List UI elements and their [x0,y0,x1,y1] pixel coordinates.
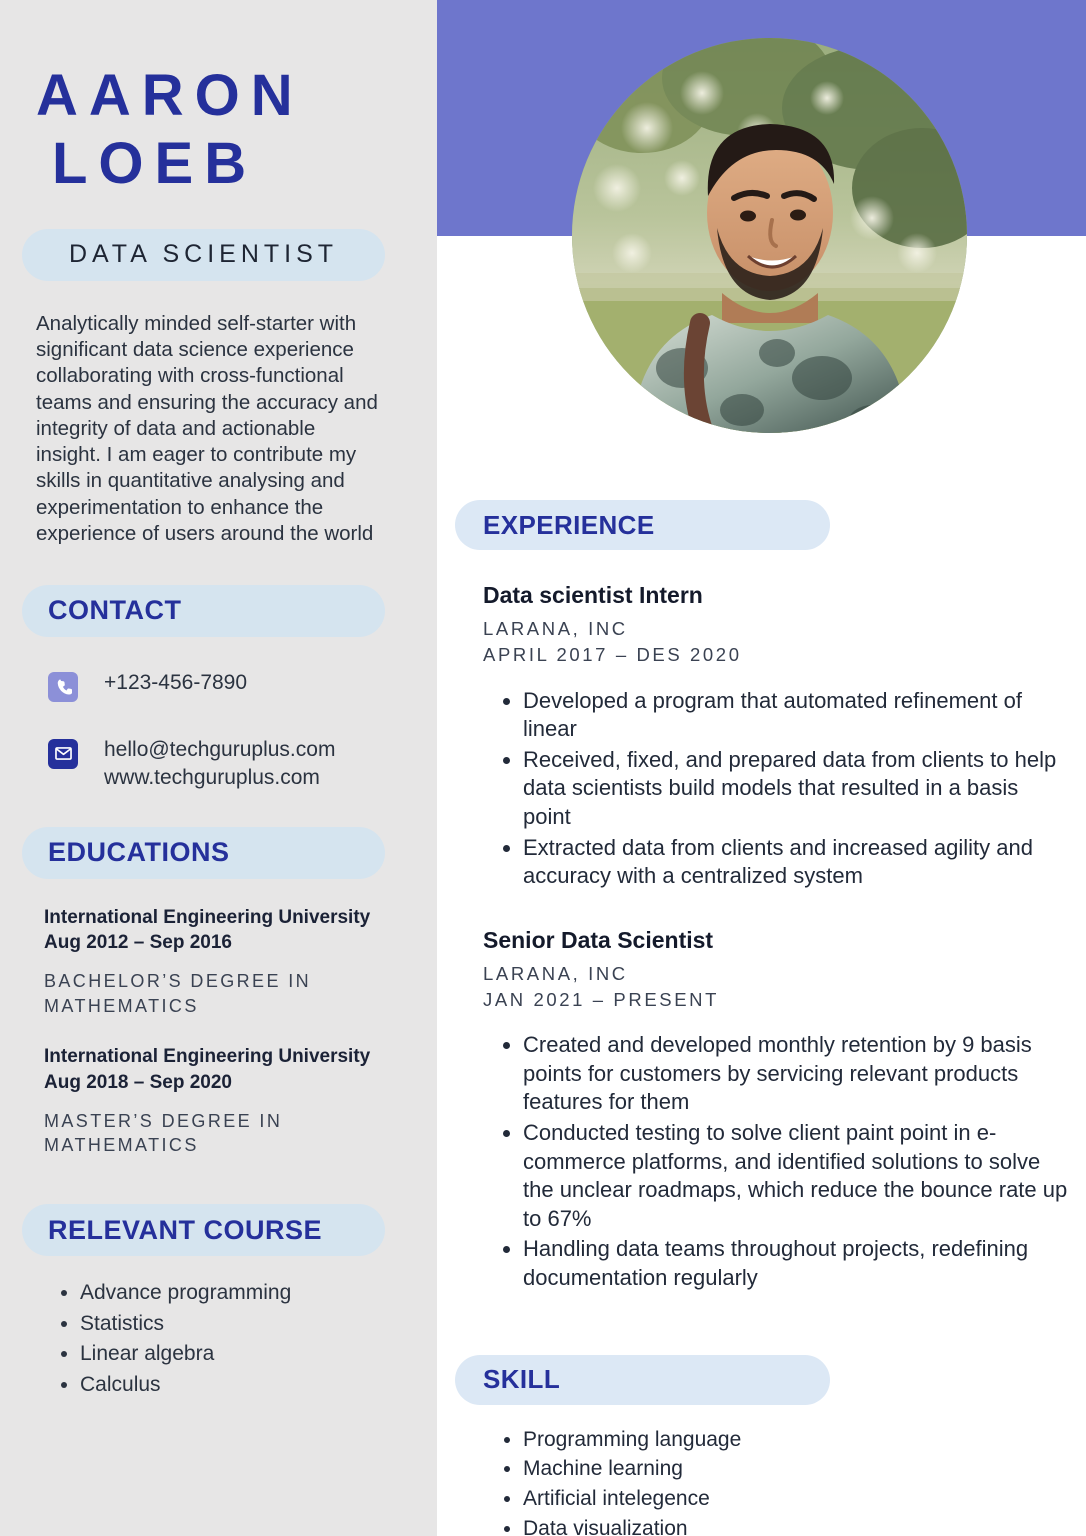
education-item [44,905,415,1019]
last-name: LOEB [52,131,258,197]
contact-heading: CONTACT [48,595,182,626]
job-bullet-list [483,687,1068,891]
relevant-course-heading: RELEVANT COURSE [48,1214,323,1245]
email-address: hello@techguruplus.com [104,737,336,761]
job-company: LARANA, INC [483,618,628,639]
list-item: • Machine learning [523,1454,1068,1484]
phone-icon [48,672,78,702]
contact-rows [22,669,415,793]
education-school [44,1044,415,1094]
education-heading-pill [22,827,385,879]
skill-section [455,1355,1068,1536]
relevant-course-list [22,1278,415,1400]
list-item: • Calculus [80,1370,415,1400]
education-dates: Aug 2012 – Sep 2016 [44,931,232,953]
website-url: www.techguruplus.com [104,766,320,790]
list-item: • Linear algebra [80,1339,415,1369]
job-title: Senior Data Scientist [483,926,714,953]
skill-list [455,1425,1068,1536]
experience-heading: EXPERIENCE [483,509,655,540]
skill-heading-pill [455,1355,830,1405]
relevant-course-section [22,1204,415,1400]
list-item: • Developed a program that automated refinement of linear [523,687,1068,744]
name-block [22,0,415,199]
education-dates: Aug 2018 – Sep 2020 [44,1071,232,1093]
list-item: • Handling data teams throughout projects, redefining documentation regularly [523,1235,1068,1292]
right-content [437,500,1086,1536]
list-item: • Programming language [523,1425,1068,1455]
first-name: AARON [36,63,304,128]
role-title: DATA SCIENTIST [68,240,339,269]
right-main-column [437,0,1086,1536]
job-company: LARANA, INC [483,962,628,984]
education-degree: MASTER’S DEGREE IN MATHEMATICS [44,1110,283,1156]
list-item: • Data visualization [523,1514,1068,1536]
education-list [22,905,415,1159]
contact-heading-pill [22,585,385,637]
education-section [22,827,415,1159]
list-item: • Received, fixed, and prepared data from clients to help data scientists build models that resulted in a basis point [523,746,1068,832]
experience-job [455,582,1068,891]
list-item: • Created and developed monthly retention by 9 basis points for customers by servicing relevant products features for them [523,1031,1068,1117]
list-item: • Statistics [80,1309,415,1339]
job-bullet-list [483,1031,1068,1292]
summary-text: Analytically minded self-starter with significant data science experience collaborating with cross-functional teams and ensuring the accuracy and integrity of data and actionable insight. I am eager to contribute my skills in quantitative analysing and experimentation to enhance the experience of users around the world [36,311,378,545]
phone-number: +123-456-7890 [104,670,248,694]
role-pill [22,229,385,281]
education-item [44,1044,415,1158]
left-sidebar [0,0,437,1536]
experience-heading-pill [455,500,830,550]
list-item: • Extracted data from clients and increased agility and accuracy with a centralized system [523,834,1068,891]
email-and-site [104,736,335,793]
list-item: • Artificial intelegence [523,1484,1068,1514]
list-item: • Advance programming [80,1278,415,1308]
job-dates: APRIL 2017 – DES 2020 [483,644,742,666]
experience-job [455,927,1068,1293]
contact-row-phone[interactable] [48,669,415,702]
skill-heading: SKILL [483,1364,561,1395]
education-degree: BACHELOR’S DEGREE IN MATHEMATICS [44,970,312,1016]
job-company-dates [483,616,1068,669]
contact-row-email[interactable] [48,736,415,793]
list-item: • Conducted testing to solve client paint point in e-commerce platforms, and identified solutions to solve the unclear roadmaps, which reduce the bounce rate up to 67% [523,1119,1068,1233]
education-school-name: International Engineering University [44,1046,371,1068]
envelope-icon [48,739,78,769]
education-school-name: International Engineering University [44,906,371,928]
job-dates: JAN 2021 – PRESENT [483,988,719,1010]
relevant-course-heading-pill [22,1204,385,1256]
contact-section [22,585,415,793]
profile-photo [572,38,967,433]
job-title: Data scientist Intern [483,582,703,608]
education-heading: EDUCATIONS [48,837,230,868]
education-school [44,905,415,955]
job-company-dates [483,961,1068,1014]
